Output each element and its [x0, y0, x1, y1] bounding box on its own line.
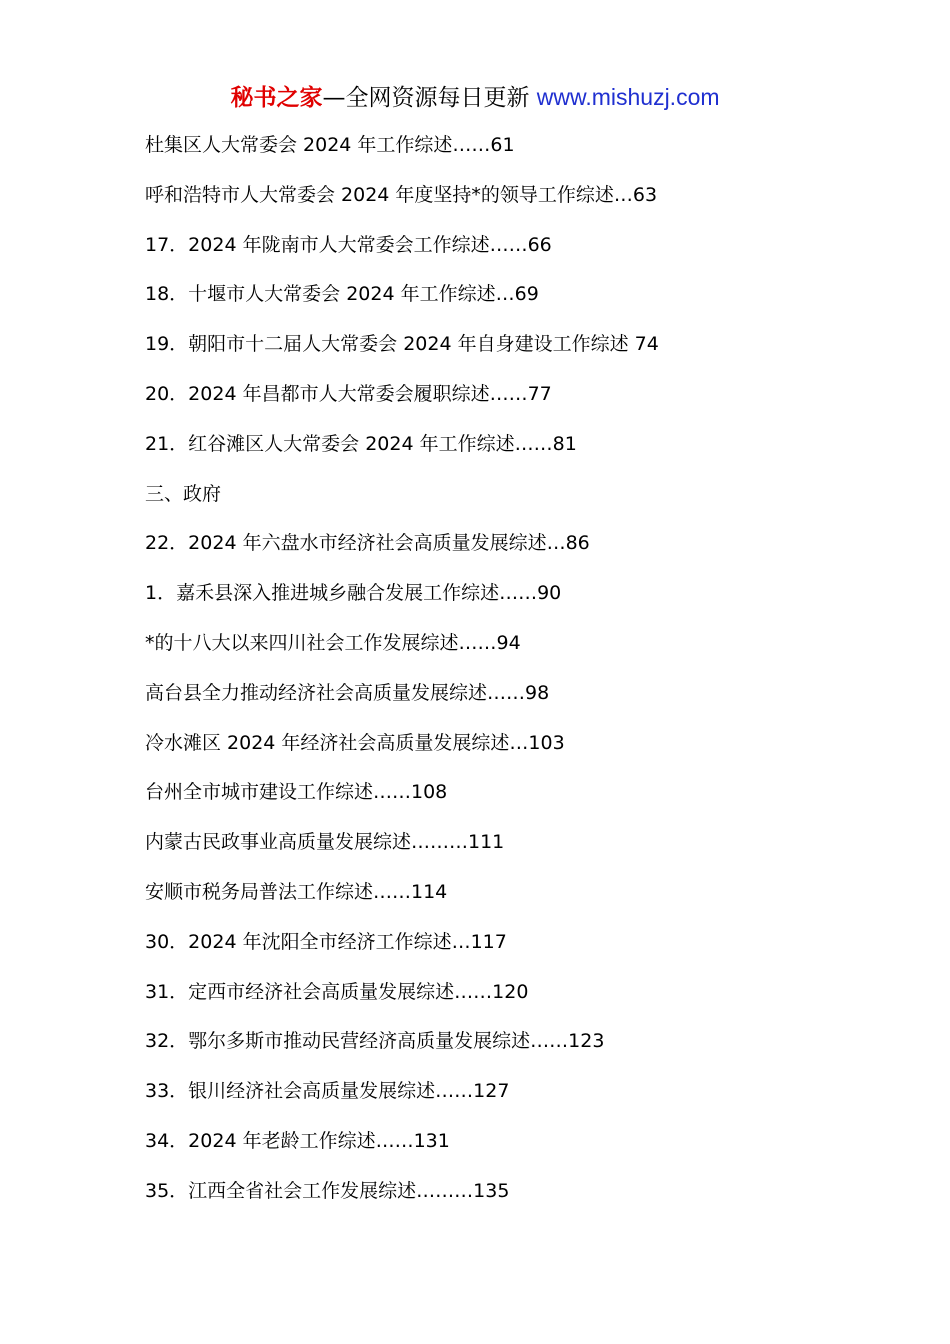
- site-url-link[interactable]: www.mishuzj.com: [536, 84, 720, 110]
- toc-entry: 18．十堰市人大常委会 2024 年工作综述…69: [145, 283, 539, 306]
- toc-entry: *的十八大以来四川社会工作发展综述……94: [145, 631, 521, 654]
- toc-entry: 台州全市城市建设工作综述……108: [145, 781, 448, 804]
- toc-entry: 33．银川经济社会高质量发展综述……127: [145, 1080, 510, 1103]
- toc-entry: 22．2024 年六盘水市经济社会高质量发展综述…86: [145, 532, 590, 555]
- brand-name: 秘书之家: [230, 85, 323, 111]
- toc-entry: 内蒙古民政事业高质量发展综述………111: [145, 831, 505, 854]
- toc-entry: 20．2024 年昌都市人大常委会履职综述……77: [145, 382, 552, 405]
- toc-entry: 30．2024 年沈阳全市经济工作综述…117: [145, 930, 507, 953]
- toc-entry: 31．定西市经济社会高质量发展综述……120: [145, 980, 529, 1003]
- toc-entry: 安顺市税务局普法工作综述……114: [145, 880, 448, 903]
- toc-entry: 32．鄂尔多斯市推动民营经济高质量发展综述……123: [145, 1030, 605, 1053]
- table-of-contents: [145, 128, 905, 1224]
- toc-section-heading: 三、政府: [145, 482, 222, 505]
- toc-entry: 17．2024 年陇南市人大常委会工作综述……66: [145, 233, 552, 256]
- page-header: [0, 80, 950, 115]
- toc-entry: 1．嘉禾县深入推进城乡融合发展工作综述……90: [145, 582, 562, 605]
- header-slogan: —全网资源每日更新: [322, 85, 537, 111]
- toc-entry: 冷水滩区 2024 年经济社会高质量发展综述…103: [145, 731, 565, 754]
- toc-entry: 杜集区人大常委会 2024 年工作综述……61: [145, 134, 515, 156]
- toc-entry: 19．朝阳市十二届人大常委会 2024 年自身建设工作综述 74: [145, 333, 659, 356]
- toc-entry: 35．江西全省社会工作发展综述………135: [145, 1179, 510, 1202]
- toc-entry: 21．红谷滩区人大常委会 2024 年工作综述……81: [145, 432, 577, 455]
- toc-entry: 高台县全力推动经济社会高质量发展综述……98: [145, 681, 550, 704]
- toc-entry: 呼和浩特市人大常委会 2024 年度坚持*的领导工作综述…63: [145, 183, 658, 206]
- toc-entry: 34．2024 年老龄工作综述……131: [145, 1129, 450, 1152]
